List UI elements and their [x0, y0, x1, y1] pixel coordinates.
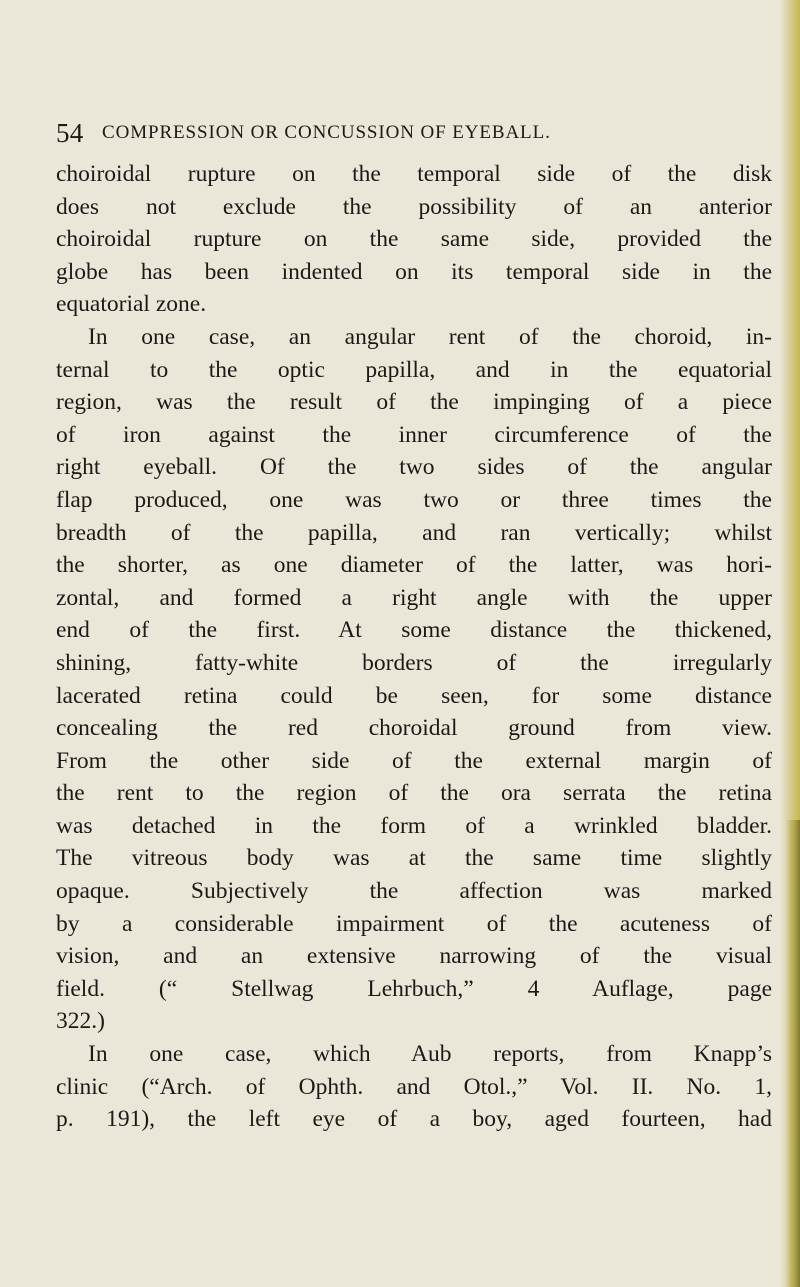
running-head	[56, 118, 756, 158]
text-line: 322.)	[56, 1008, 105, 1035]
text-line: choiroidal rupture on the same side, provided the	[56, 226, 772, 253]
text-line: region, was the result of the impinging of a piece	[56, 389, 772, 416]
text-line: shining, fatty-white borders of the irregularly	[56, 649, 772, 676]
text-line: In one case, which Aub reports, from Knapp’s	[88, 1041, 772, 1068]
text-line: globe has been indented on its temporal side in the	[56, 258, 772, 285]
text-line: The vitreous body was at the same time slightly	[56, 845, 772, 872]
running-title: COMPRESSION OR CONCUSSION OF EYEBALL.	[102, 122, 551, 143]
text-line: clinic (“Arch. of Ophth. and Otol.,” Vol. II. No. 1,	[56, 1073, 772, 1100]
text-line: was detached in the form of a wrinkled bladder.	[56, 812, 772, 839]
text-line: vision, and an extensive narrowing of the visual	[56, 943, 772, 970]
text-line: p. 191), the left eye of a boy, aged fourteen, had	[56, 1106, 772, 1133]
text-line: choiroidal rupture on the temporal side of the disk	[56, 161, 772, 187]
page-number: 54	[56, 118, 84, 148]
text-line: concealing the red choroidal ground from view.	[56, 715, 772, 742]
text-line: In one case, an angular rent of the choroid, in-	[88, 323, 772, 350]
text-line: the rent to the region of the ora serrata the retina	[56, 780, 772, 807]
text-line: equatorial zone.	[56, 291, 207, 318]
text-line: ternal to the optic papilla, and in the equatorial	[56, 356, 772, 383]
text-line: From the other side of the external margin of	[56, 747, 772, 774]
text-line: lacerated retina could be seen, for some distance	[56, 682, 772, 709]
text-line: field. (“ Stellwag Lehrbuch,” 4 Auflage, page	[56, 975, 772, 1002]
text-line: the shorter, as one diameter of the latter, was hori-	[56, 552, 772, 579]
text-line: opaque. Subjectively the affection was marked	[56, 878, 772, 905]
text-line: zontal, and formed a right angle with the upper	[56, 584, 772, 611]
text-line: by a considerable impairment of the acuteness of	[56, 910, 772, 937]
text-line: right eyeball. Of the two sides of the angular	[56, 454, 772, 481]
text-line: does not exclude the possibility of an anterior	[56, 193, 772, 220]
page-edge-stain	[786, 820, 800, 1287]
text-line: flap produced, one was two or three times the	[56, 486, 772, 513]
text-line: of iron against the inner circumference of the	[56, 421, 772, 448]
text-line: breadth of the papilla, and ran vertically; whilst	[56, 519, 772, 546]
text-line: end of the first. At some distance the thickened,	[56, 617, 772, 644]
body-text	[56, 158, 772, 1136]
